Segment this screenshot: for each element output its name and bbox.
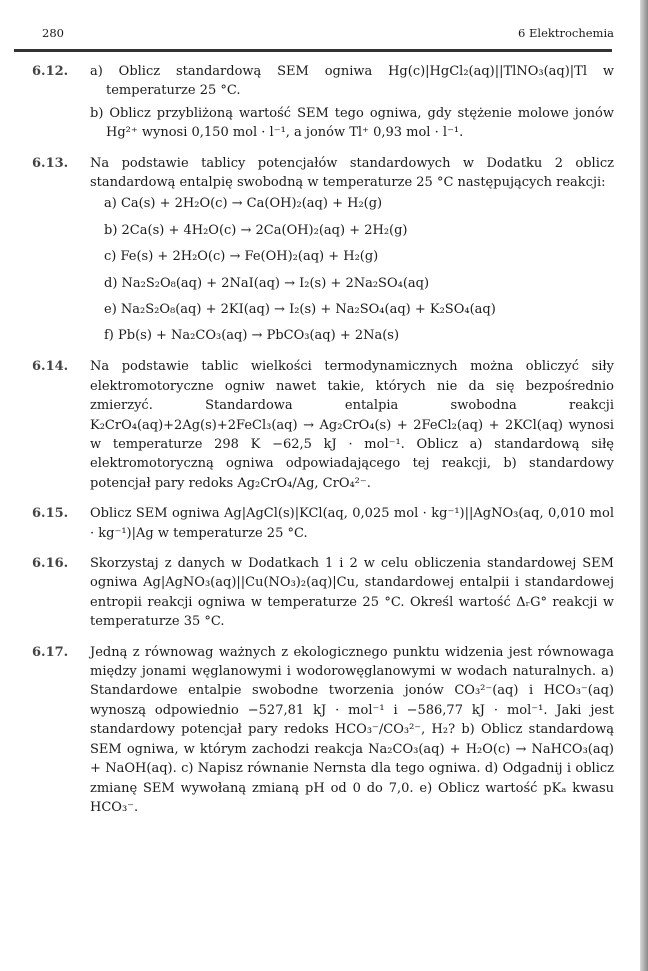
reaction-a: a) Ca(s) + 2H₂O(c) → Ca(OH)₂(aq) + H₂(g) [104,196,383,212]
problem-number: 6.17. [32,644,69,660]
problem-6-13 [32,154,614,347]
problem-number: 6.13. [32,155,69,171]
problem-6-12 [32,62,614,143]
running-title: 6 Elektrochemia [518,26,614,40]
reaction-f: f) Pb(s) + Na₂CO₃(aq) → PbCO₃(aq) + 2Na(s) [104,328,400,344]
problem-intro: Na podstawie tablicy potencjałów standardowych w Dodatku 2 oblicz standardową entalpię swobodną w temperaturze 25 °C następujących reakcji: [90,155,614,191]
problem-text: Oblicz SEM ogniwa Ag|AgCl(s)|KCl(aq, 0,025 mol · kg⁻¹)||AgNO₃(aq, 0,010 mol · kg⁻¹)|Ag w temperaturze 25 °C. [90,506,614,541]
problem-6-17 [32,643,614,818]
problem-6-16 [32,554,614,632]
book-page [32,26,614,815]
problem-part-b: b) Oblicz przybliżoną wartość SEM tego ogniwa, gdy stężenie molowe jonów Hg²⁺ wynosi 0,150 mol · l⁻¹, a jonów Tl⁺ 0,93 mol · l⁻¹. [90,105,614,141]
problem-number: 6.12. [32,64,69,79]
problem-part-a: a) Oblicz standardową SEM ogniwa Hg(c)|HgCl₂(aq)||TlNO₃(aq)|Tl w temperaturze 25 °C. [90,64,614,99]
reaction-d: d) Na₂S₂O₈(aq) + 2NaI(aq) → I₂(s) + 2Na₂SO₄(aq) [104,275,430,291]
reaction-list [90,194,614,346]
problem-text: Na podstawie tablic wielkości termodynamicznych można obliczyć siły elektromotoryczne ogniw nawet takie, których nie da się bezpośrednio zmierzyć. Standardowa entalpia swobodna reakcji K₂CrO₄(aq)+2Ag(s)+2FeCl₃(aq) → Ag₂CrO₄(s) + 2FeCl₂(aq) + 2KCl(aq) wynosi w temperaturze 298 K −62,5 kJ · mol⁻¹. Oblicz a) standardową siłę elektromotoryczną ogniwa odpowiadającego tej reakcji, b) standardowy potencjał pary redoks Ag₂CrO₄/Ag, CrO₄²⁻. [90,359,614,491]
reaction-b: b) 2Ca(s) + 4H₂O(c) → 2Ca(OH)₂(aq) + 2H₂(g) [104,222,408,238]
page-edge-shadow [640,0,648,971]
problem-6-15 [32,504,614,543]
problem-number: 6.15. [32,506,69,522]
problem-text: Jedną z równowag ważnych z ekologicznego punktu widzenia jest równowaga między jonami węglanowymi i wodorowęglanowymi w wodach naturalnych. a) Standardowe entalpie swobodne tworzenia jonów CO₃²⁻(aq) i HCO₃⁻(aq) wynoszą odpowiednio −527,81 kJ · mol⁻¹ i −586,77 kJ · mol⁻¹. Jaki jest standardowy potencjał pary redoks HCO₃⁻/CO₃²⁻, H₂? b) Oblicz standardową SEM ogniwa, w którym zachodzi reakcja Na₂CO₃(aq) + H₂O(c) → NaHCO₃(aq) + NaOH(aq). c) Napisz równanie Nernsta dla tego ogniwa. d) Odgadnij i oblicz zmianę SEM wywołaną zmianą pH od 0 do 7,0. e) Oblicz wartość pKₐ kwasu HCO₃⁻. [90,644,614,815]
page-number: 280 [42,26,64,40]
reaction-e: e) Na₂S₂O₈(aq) + 2KI(aq) → I₂(s) + Na₂SO₄(aq) + K₂SO₄(aq) [104,302,496,317]
problem-6-14 [32,357,614,493]
problem-number: 6.14. [32,359,69,375]
page-header [32,26,614,42]
problem-number: 6.16. [32,556,69,572]
problem-text: Skorzystaj z danych w Dodatkach 1 i 2 w celu obliczenia standardowej SEM ogniwa Ag|AgNO₃(aq)||Cu(NO₃)₂(aq)|Cu, standardowej entalpii i standardowej entropii reakcji ogniwa w temperaturze 25 °C. Określ wartość ΔᵣG° reakcji w temperaturze 35 °C. [90,556,614,630]
problem-list [32,62,614,828]
reaction-c: c) Fe(s) + 2H₂O(c) → Fe(OH)₂(aq) + H₂(g) [104,249,379,265]
header-rule [14,49,612,52]
